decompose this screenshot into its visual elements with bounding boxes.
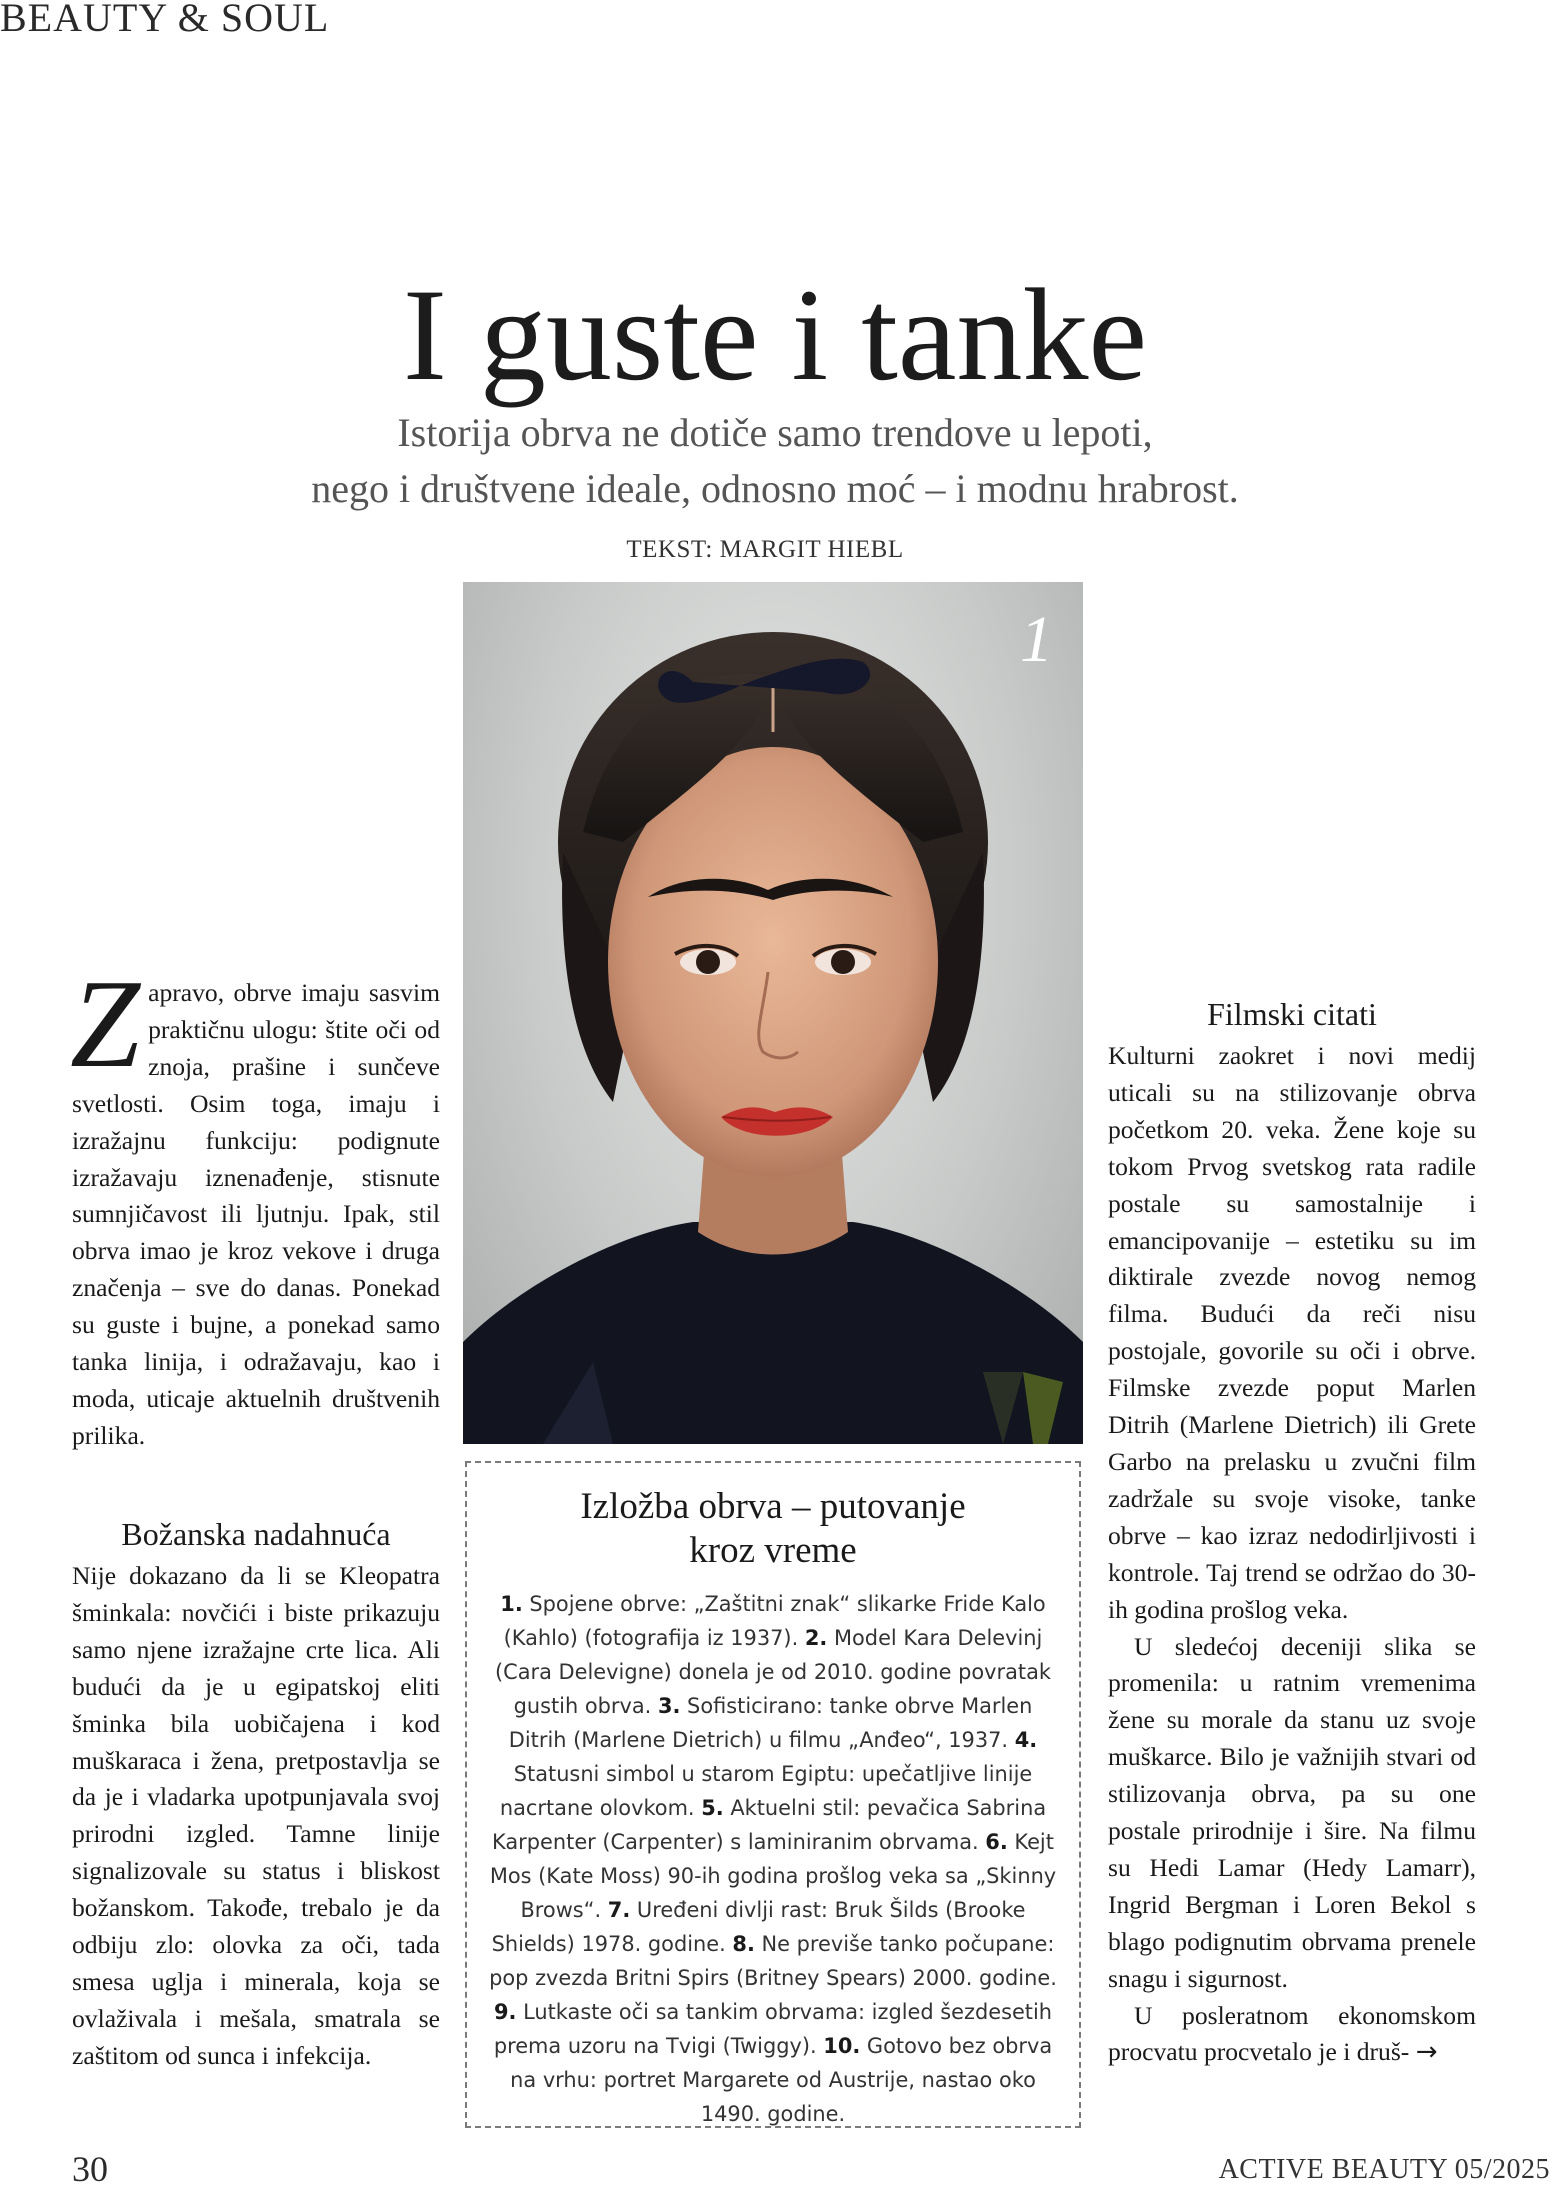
section-heading: Božanska nadahnuća xyxy=(121,1516,391,1552)
caption-num: 9. xyxy=(493,2000,517,2024)
article-subtitle xyxy=(175,405,1375,517)
section-divine xyxy=(72,1514,440,2075)
caption-text: Ne previše tanko počupane: pop zvezda Britni Spirs (Britney Spears) 2000. godine. xyxy=(489,1932,1057,1990)
subtitle-line-2: nego i društvene ideale, odnosno moć – i modnu hrabrost. xyxy=(311,466,1239,511)
subtitle-line-1: Istorija obrva ne dotiče samo trendove u lepoti, xyxy=(397,410,1153,455)
caption-num: 1. xyxy=(500,1592,523,1616)
box-title xyxy=(487,1485,1059,1573)
caption-text: Kejt Mos (Kate Moss) 90-ih godina prošlog veka sa „Skinny Brows“. xyxy=(489,1830,1057,1922)
caption-num: 6. xyxy=(985,1830,1008,1854)
photo-number: 1 xyxy=(1020,603,1053,676)
caption-text: Spojene obrve: „Zaštitni znak“ slikarke Fride Kalo (Kahlo) (fotografija iz 1937). xyxy=(503,1592,1046,1650)
byline: TEKST: MARGIT HIEBL xyxy=(626,536,904,563)
intro-paragraph xyxy=(70,955,440,1455)
section-text: Nije dokazano da li se Kleopatra šminkala: novčići i biste prikazuju samo njene izražajne crte lica. Ali budući da je u egipatskoj eliti šminka bila uobičajena i kod muškaraca i žena, pretpostavlja se da je i vladarka upotpunjavala svoj prirodni izgled. Tamne linije signalizovale su status i bliskost božanskom. Takođe, trebalo je da odbiju zlo: olovka za oči, tada smesa uglja i minerala, koja se ovlaživala i mešala, smatrala se zaštitom od sunca i infekcija. xyxy=(72,1561,440,2070)
caption-text: Aktuelni stil: pevačica Sabrina Karpenter (Carpenter) s laminiranim obrvama. xyxy=(492,1796,1047,1854)
article-title: I guste i tanke xyxy=(402,261,1148,408)
portrait-photo xyxy=(463,582,1083,1444)
caption-num: 4. xyxy=(1014,1728,1038,1752)
section-paragraph-1: Kulturni zaokret i novi medij uticali su na stilizovanje obrva početkom 20. veka. Žene koje su tokom Prvog svetskog rata radile postale su samostalnije i emancipovanije – estetiku su im diktirale zvezde novog nemog filma. Budući da reči nisu postojale, govorile su oči i obrve. Filmske zvezde poput Marlen Ditrih (Marlene Dietrich) ili Grete Garbo na prelasku u zvučni film zadržale su svoje visoke, tanke obrve – kao izraz nedodirljivosti i kontrole. Taj trend se održao do 30-ih godina prošlog veka. xyxy=(1108,1041,1476,1624)
section-paragraph-2: U sledećoj deceniji slika se promenila: u ratnim vremenima žene su morale da stanu uz svoje muškarce. Bilo je važnijih stvari od stilizovanja obrva, pa su one postale prirodnije i šire. Na filmu su Hedi Lamar (Hedy Lamarr), Ingrid Bergman i Loren Bekol s blago podignutim obrvama prenele snagu i sigurnost. xyxy=(1108,1631,1476,1993)
paragraph-3-text: U posleratnom ekonomskom procvatu procvetalo je i druš- xyxy=(1108,2000,1476,2067)
section-film xyxy=(1108,994,1476,2071)
continue-arrow-icon: → xyxy=(1415,2037,1438,2068)
issue-label: ACTIVE BEAUTY 05/2025 xyxy=(1218,2154,1550,2185)
caption-text: Sofisticirano: tanke obrve Marlen Ditrih (Marlene Dietrich) u filmu „Anđeo“, 1937. xyxy=(508,1694,1033,1752)
page-number: 30 xyxy=(72,2149,108,2189)
caption-num: 3. xyxy=(657,1694,681,1718)
caption-text: Model Kara Delevinj (Cara Delevigne) donela je od 2010. godine povratak gustih obrva. xyxy=(494,1626,1051,1718)
box-title-line-1: Izložba obrva – putovanje xyxy=(580,1486,966,1527)
caption-num: 7. xyxy=(607,1898,631,1922)
caption-text: Gotovo bez obrva na vrhu: portret Margarete od Austrije, nastao oko 1490. godine. xyxy=(510,2034,1053,2126)
drop-cap: Z xyxy=(70,955,141,1094)
exhibit-box xyxy=(465,1461,1081,2128)
caption-num: 5. xyxy=(701,1796,724,1820)
section-label: BEAUTY & SOUL xyxy=(0,0,330,40)
caption-text: Uređeni divlji rast: Bruk Šilds (Brooke Shields) 1978. godine. xyxy=(491,1898,1026,1956)
box-caption-list xyxy=(487,1587,1059,2131)
caption-num: 8. xyxy=(732,1932,755,1956)
intro-text: apravo, obrve imaju sasvim praktičnu ulogu: štite oči od znoja, prašine i sunčeve svetlosti. Osim toga, imaju i izražajnu funkciju: podignute izražavaju iznenađenje, stisnute sumnjičavost ili ljutnju. Ipak, stil obrva imao je kroz vekove i druga značenja – sve do danas. Ponekad su guste i bujne, a ponekad samo tanka linija, i odražavaju, kao i moda, uticaje aktuelnih društvenih prilika. xyxy=(72,978,440,1450)
caption-text: Statusni simbol u starom Egiptu: upečatljive linije nacrtane olovkom. xyxy=(499,1762,1033,1820)
section-heading: Filmski citati xyxy=(1207,996,1377,1032)
portrait-illustration xyxy=(463,582,1083,1444)
caption-text: Lutkaste oči sa tankim obrvama: izgled šezdesetih prema uzoru na Tvigi (Twiggy). xyxy=(493,2000,1053,2058)
section-paragraph-3 xyxy=(1108,1998,1476,2072)
caption-num: 2. xyxy=(804,1626,828,1650)
caption-num: 10. xyxy=(823,2034,861,2058)
box-title-line-2: kroz vreme xyxy=(689,1530,857,1571)
